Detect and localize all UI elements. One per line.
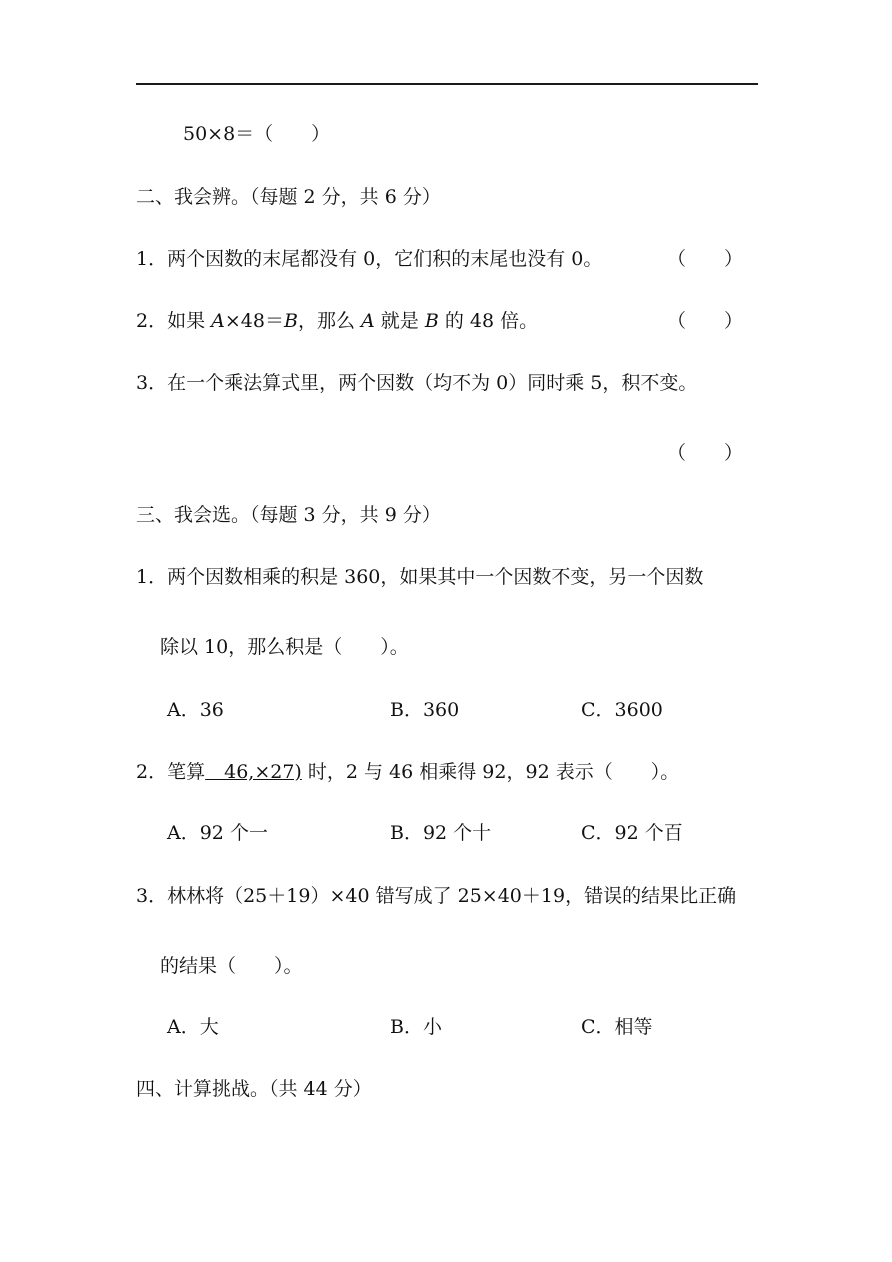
section2-question-2 bbox=[136, 308, 538, 334]
answer-blank-2-3: （ ） bbox=[667, 442, 744, 464]
answer-blank-2-2: （ ） bbox=[667, 310, 744, 332]
option-a: A．36 bbox=[167, 699, 224, 721]
question-number: 3． bbox=[136, 372, 168, 394]
header-rule bbox=[136, 83, 758, 85]
section3-question-1-line2: 除以 10，那么积是（ ）。 bbox=[160, 636, 409, 658]
answer-blank-2-1: （ ） bbox=[667, 248, 744, 270]
option-b: B．小 bbox=[390, 1016, 442, 1038]
option-b: B．360 bbox=[390, 699, 460, 721]
question-text-part: 的 48 倍。 bbox=[438, 310, 539, 332]
question-number: 1． bbox=[136, 566, 168, 588]
option-c: C．92 个百 bbox=[581, 822, 683, 844]
question-text-part: 时，2 与 46 相乘得 92，92 表示（ ）。 bbox=[301, 761, 680, 783]
section3-question-2 bbox=[136, 759, 679, 785]
question-text: 林林将（25＋19）×40 错写成了 25×40＋19，错误的结果比正确 bbox=[167, 885, 737, 907]
question-number: 3． bbox=[136, 885, 168, 907]
long-multiplication-notation: 46,×27) bbox=[205, 761, 302, 783]
option-a: A．92 个一 bbox=[167, 822, 268, 844]
option-c: C．相等 bbox=[581, 1016, 653, 1038]
variable-b: B bbox=[424, 310, 439, 332]
variable-a: A bbox=[361, 310, 375, 332]
section3-question-1-line1 bbox=[136, 564, 703, 590]
option-a: A．大 bbox=[167, 1016, 219, 1038]
question-text: 两个因数相乘的积是 360，如果其中一个因数不变，另一个因数 bbox=[167, 566, 704, 588]
section3-question-3-line2: 的结果（ ）。 bbox=[160, 955, 303, 977]
section2-question-3 bbox=[136, 370, 697, 396]
section3-heading: 三、我会选。（每题 3 分，共 9 分） bbox=[136, 504, 441, 526]
variable-b: B bbox=[283, 310, 298, 332]
section3-question-3-line1 bbox=[136, 883, 736, 909]
option-b: B．92 个十 bbox=[390, 822, 492, 844]
section2-heading: 二、我会辨。（每题 2 分，共 6 分） bbox=[136, 186, 441, 208]
variable-a: A bbox=[211, 310, 225, 332]
question-text-part: 笔算 bbox=[167, 761, 206, 783]
section4-heading: 四、计算挑战。（共 44 分） bbox=[136, 1078, 372, 1100]
question-text-part: ×48＝ bbox=[224, 310, 284, 332]
section2-question-1 bbox=[136, 246, 602, 272]
question-text-part: 就是 bbox=[374, 310, 425, 332]
question-text: 两个因数的末尾都没有 0，它们积的末尾也没有 0。 bbox=[167, 248, 603, 270]
question-number: 1． bbox=[136, 248, 168, 270]
question-number: 2． bbox=[136, 310, 168, 332]
option-c: C．3600 bbox=[581, 699, 663, 721]
question-number: 2． bbox=[136, 761, 168, 783]
question-text: 在一个乘法算式里，两个因数（均不为 0）同时乘 5，积不变。 bbox=[167, 372, 698, 394]
carry-over-expression: 50×8＝（ ） bbox=[183, 123, 331, 145]
question-text-part: 如果 bbox=[167, 310, 212, 332]
question-text-part: ，那么 bbox=[297, 310, 361, 332]
